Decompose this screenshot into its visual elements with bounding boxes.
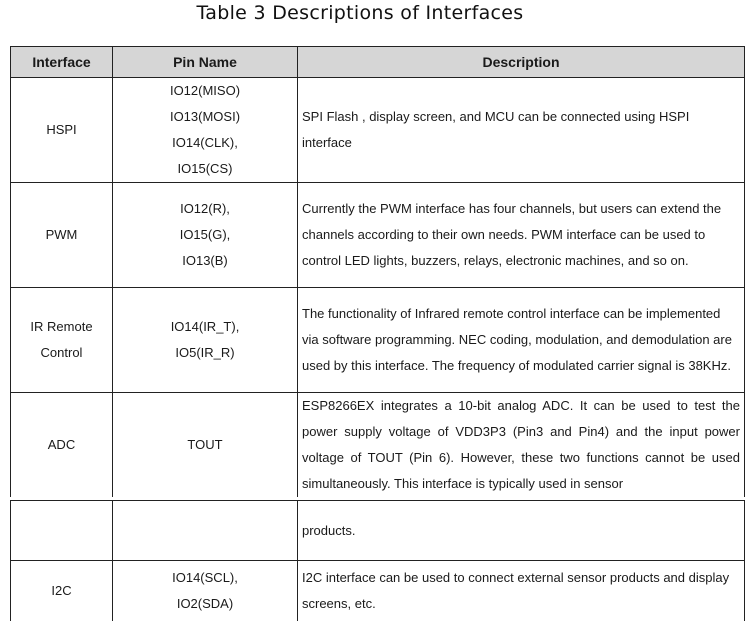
pin-name: IO12(MISO) <box>169 83 241 98</box>
interfaces-table-continued <box>10 500 745 621</box>
pin-name: IO14(CLK), <box>172 135 238 150</box>
pin-name: IO15(CS) <box>177 161 233 176</box>
interface-cell: ADC <box>11 393 113 498</box>
pin-name: IO14(IR_T), <box>170 319 240 334</box>
header-description: Description <box>298 47 745 78</box>
table-row-pwm <box>11 183 745 288</box>
header-pin-name: Pin Name <box>113 47 298 78</box>
table-row-i2c <box>11 561 745 621</box>
pin-cell <box>113 183 298 288</box>
pin-name: IO14(SCL), <box>172 569 238 585</box>
pin-cell <box>113 561 298 621</box>
pin-cell <box>113 288 298 393</box>
pin-name: IO12(R), <box>180 201 230 216</box>
description-cell: Currently the PWM interface has four channels, but users can extend the channels according to their own needs. PWM interface can be used to control LED lights, buzzers, relays, electronic machines, and so on. <box>298 183 745 288</box>
pin-name: IO15(G), <box>179 227 231 242</box>
interface-cell <box>11 288 113 393</box>
interface-name-line: IR Remote <box>30 319 93 334</box>
pin-name: IO5(IR_R) <box>175 345 235 360</box>
table-row-hspi <box>11 78 745 183</box>
table-row-adc <box>11 393 745 498</box>
pin-cell: TOUT <box>113 393 298 498</box>
interface-cell: HSPI <box>11 78 113 183</box>
interfaces-table <box>10 46 745 497</box>
pin-name: IO13(MOSI) <box>169 109 241 124</box>
interface-cell: PWM <box>11 183 113 288</box>
empty-cell <box>11 501 113 561</box>
description-cell: I2C interface can be used to connect external sensor products and display screens, etc. <box>298 561 745 621</box>
pin-cell <box>113 78 298 183</box>
table-header-row <box>11 47 745 78</box>
table-title: Table 3 Descriptions of Interfaces <box>196 2 524 24</box>
empty-cell <box>113 501 298 561</box>
description-cell: SPI Flash , display screen, and MCU can be connected using HSPI interface <box>298 78 745 183</box>
description-cell: ESP8266EX integrates a 10-bit analog ADC. It can be used to test the power supply voltage of VDD3P3 (Pin3 and Pin4) and the input power voltage of TOUT (Pin 6). However, these two functions cannot be used simultaneously. This interface is typically used in sensor <box>298 393 745 498</box>
header-interface: Interface <box>11 47 113 78</box>
interface-cell: I2C <box>11 561 113 621</box>
description-cell: products. <box>298 501 745 561</box>
table-row-ir-remote <box>11 288 745 393</box>
pin-name: IO13(B) <box>182 253 228 268</box>
description-cell: The functionality of Infrared remote control interface can be implemented via software programming. NEC coding, modulation, and demodulation are used by this interface. The frequency of modulated carrier signal is 38KHz. <box>298 288 745 393</box>
pin-name: IO2(SDA) <box>176 595 234 611</box>
table-row-continuation <box>11 501 745 561</box>
interface-name-line: Control <box>40 345 83 360</box>
